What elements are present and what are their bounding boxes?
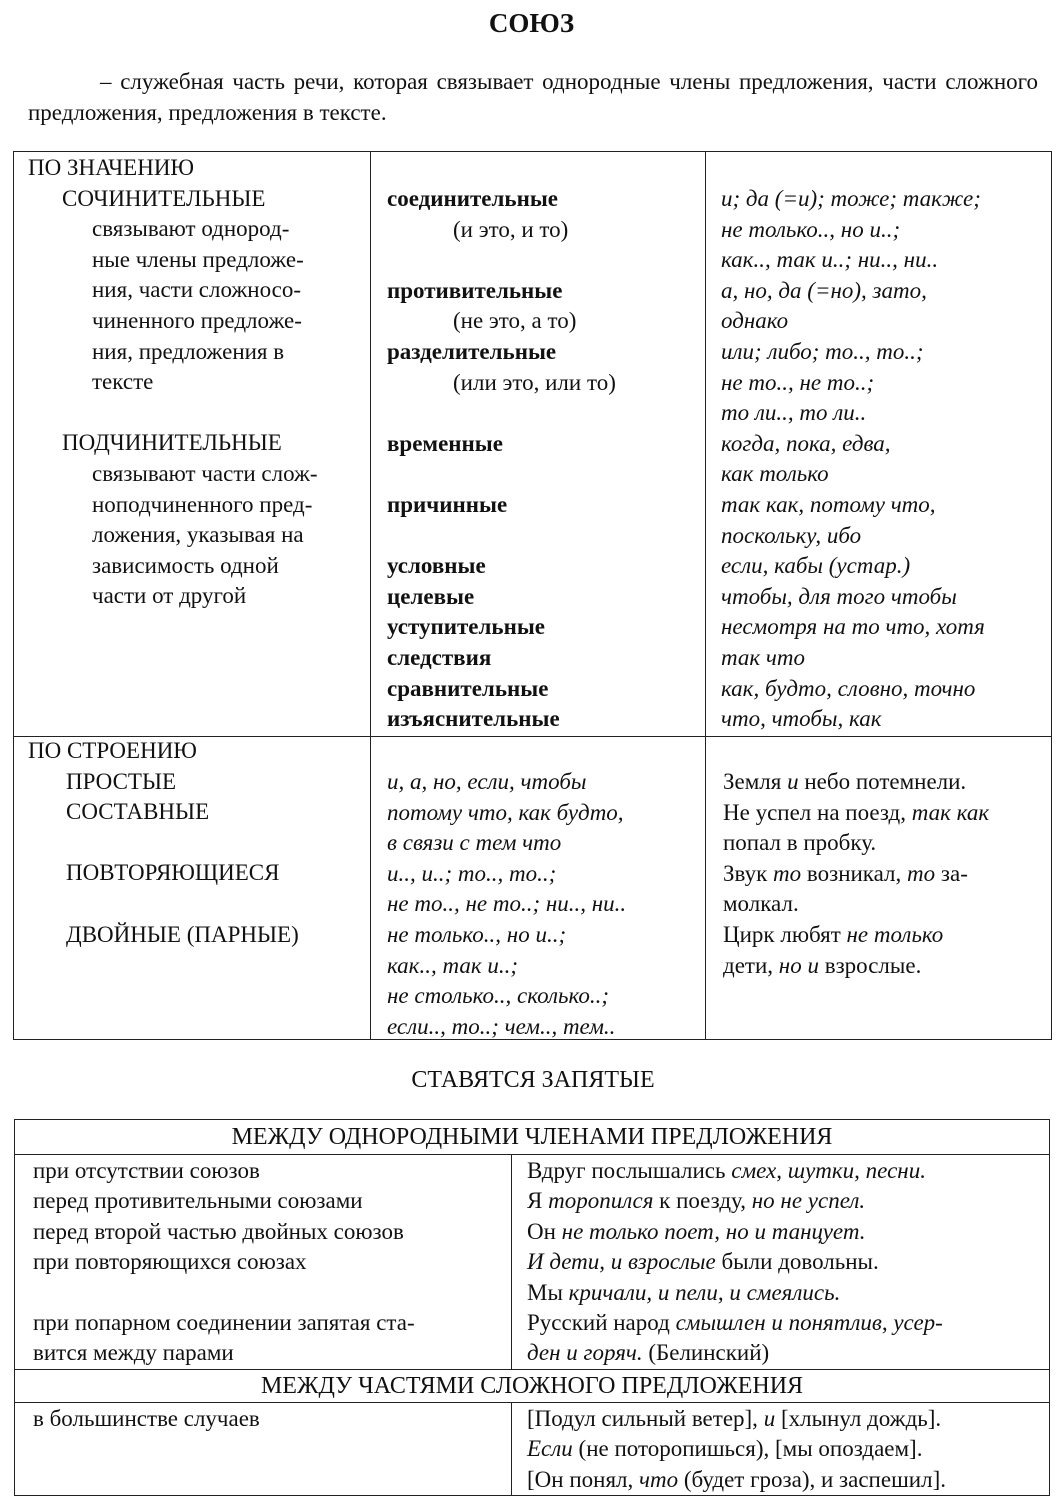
coordinating-title: СОЧИНИТЕЛЬНЫЕ [62, 185, 266, 211]
structure-simple: ПРОСТЫЕ [66, 768, 177, 794]
subordinating-desc-line: ложения, указывая на [92, 522, 304, 548]
structure-conj-line: не только.., но и..; [387, 921, 567, 947]
homogeneous-header: МЕЖДУ ОДНОРОДНЫМИ ЧЛЕНАМИ ПРЕДЛОЖЕНИЯ [231, 1124, 833, 1150]
example-sentence: [Подул сильный ветер], и [хлынул дождь]. [527, 1406, 942, 1431]
example-line: так что [721, 644, 805, 670]
rule-line: при попарном соединении запятая ста- [33, 1310, 415, 1336]
homogeneous-examples [527, 1156, 943, 1369]
structure-conj-line: потому что, как будто, [387, 799, 624, 825]
example-sentence: Мы кричали, и пели, и смеялись. [527, 1279, 841, 1305]
rule-line: вится между парами [33, 1340, 234, 1366]
example-line: чтобы, для того чтобы [721, 583, 957, 609]
definition-text: – служебная часть речи, которая связывает однородные члены предложения, части сложного предложения, предложения в тексте. [28, 69, 1038, 125]
subordinating-desc-line: ноподчиненного пред- [92, 491, 313, 517]
example-line: как только [721, 461, 829, 487]
row-divider [15, 1154, 1049, 1155]
type-connective: соединительные [387, 186, 558, 211]
type-concessive: уступительные [387, 614, 545, 640]
structure-conj-line: и, а, но, если, чтобы [387, 769, 587, 794]
structure-sentences [723, 767, 989, 981]
type-comparative: сравнительные [387, 675, 549, 701]
subordinating-desc-line: зависимость одной [92, 552, 279, 578]
example-sentence: Вдруг послышались смех, шутки, песни. [527, 1158, 926, 1183]
complex-rule: в большинстве случаев [33, 1406, 260, 1431]
coordinating-desc-line: ные члены предложе- [92, 246, 304, 272]
rule-line: перед противительными союзами [33, 1188, 363, 1214]
column-divider [370, 152, 371, 1039]
column-divider [705, 152, 706, 1039]
by-meaning-heading: ПО ЗНАЧЕНИЮ [28, 155, 195, 180]
sentence-line: попал в пробку. [723, 830, 877, 856]
complex-header: МЕЖДУ ЧАСТЯМИ СЛОЖНОГО ПРЕДЛОЖЕНИЯ [260, 1373, 804, 1399]
example-line: не только.., но и..; [721, 216, 901, 242]
example-line: что, чтобы, как [721, 706, 882, 732]
example-line: как.., так и..; ни.., ни.. [721, 247, 939, 273]
rule-line: перед второй частью двойных союзов [33, 1218, 404, 1244]
type-consequence: следствия [387, 644, 492, 670]
homogeneous-rules [33, 1156, 415, 1369]
rule-line: при отсутствии союзов [33, 1158, 260, 1183]
structure-conj-line: как.., так и..; [387, 952, 519, 978]
row-divider [15, 1369, 1049, 1370]
row-divider [15, 1402, 1049, 1403]
sentence-line: Звук то возникал, то за- [723, 860, 968, 886]
example-line: и; да (=и); тоже; также; [721, 186, 981, 211]
structure-conj-line: и.., и..; то.., то..; [387, 860, 557, 886]
example-line: как, будто, словно, точно [721, 675, 976, 701]
structure-conj-line: если.., то..; чем.., тем.. [387, 1013, 616, 1039]
sentence-line: Цирк любят не только [723, 921, 944, 947]
sentence-line: Земля и небо потемнели. [723, 769, 967, 794]
type-conditional: условные [387, 553, 486, 579]
structure-conj-line: в связи с тем что [387, 830, 562, 856]
example-line: когда, пока, едва, [721, 430, 891, 456]
coordinating-desc-line: ния, части сложносо- [92, 277, 302, 303]
type-explanatory: изъяснительные [387, 706, 560, 732]
example-line: то ли.., то ли.. [721, 400, 867, 426]
example-line: так как, потому что, [721, 491, 936, 517]
example-sentence: Если (не поторопишься), [мы опоздаем]. [527, 1436, 923, 1462]
column-divider [511, 1402, 512, 1495]
subordinating-desc-line: части от другой [92, 583, 247, 609]
type-note: (не это, а то) [453, 308, 577, 334]
example-line: поскольку, ибо [721, 522, 862, 548]
classification-table [13, 151, 1052, 1040]
coordinating-desc-line: связывают однород- [92, 216, 290, 242]
type-causal: причинные [387, 491, 508, 517]
comma-rules-table [14, 1119, 1050, 1496]
example-sentence: Он не только поет, но и танцует. [527, 1218, 866, 1244]
structure-conjunctions [387, 767, 626, 1042]
sentence-line: молкал. [723, 891, 799, 917]
example-sentence: Русский народ смышлен и понятлив, усер- [527, 1310, 943, 1336]
subordinating-desc-line: связывают части слож- [92, 460, 318, 486]
type-purpose: целевые [387, 583, 475, 609]
example-sentence: [Он понял, что (будет гроза), и заспешил]. [527, 1466, 946, 1492]
example-line: однако [721, 308, 789, 334]
coordinating-desc-line: ния, предложения в [92, 338, 285, 364]
example-line: если, кабы (устар.) [721, 553, 911, 579]
structure-classes [28, 736, 299, 950]
coordinating-desc-line: тексте [92, 369, 154, 395]
example-line: или; либо; то.., то..; [721, 338, 924, 364]
type-temporal: временные [387, 430, 503, 456]
structure-double: ДВОЙНЫЕ (ПАРНЫЕ) [66, 921, 299, 947]
example-line: а, но, да (=но), зато, [721, 277, 927, 303]
example-line: не то.., не то..; [721, 369, 875, 395]
type-adversative: противительные [387, 277, 563, 303]
rule-line: при повторяющихся союзах [33, 1249, 307, 1275]
type-note: (и это, и то) [453, 216, 569, 242]
structure-conj-line: не столько.., сколько..; [387, 983, 610, 1009]
type-note: (или это, или то) [453, 369, 616, 395]
column-divider [511, 1154, 512, 1369]
example-sentence: ден и горяч. (Белинский) [527, 1340, 770, 1366]
structure-conj-line: не то.., не то..; ни.., ни.. [387, 891, 627, 917]
example-sentence: И дети, и взрослые были довольны. [527, 1249, 879, 1275]
structure-repeating: ПОВТОРЯЮЩИЕСЯ [66, 860, 280, 886]
example-sentence: Я торопился к поезду, но не успел. [527, 1188, 866, 1214]
commas-title: СТАВЯТСЯ ЗАПЯТЫЕ [411, 1067, 655, 1093]
structure-compound: СОСТАВНЫЕ [66, 799, 210, 825]
page-title: СОЮЗ [488, 8, 575, 38]
sentence-line: дети, но и взрослые. [723, 952, 922, 978]
meaning-classes [28, 153, 318, 612]
by-structure-heading: ПО СТРОЕНИЮ [28, 738, 197, 763]
coordinating-desc-line: чиненного предложе- [92, 307, 302, 333]
conjunction-types [387, 184, 616, 735]
sentence-line: Не успел на поезд, так как [723, 799, 990, 825]
example-line: несмотря на то что, хотя [721, 614, 985, 640]
subordinating-title: ПОДЧИНИТЕЛЬНЫЕ [62, 430, 282, 456]
conjunction-examples [721, 184, 985, 735]
complex-examples [527, 1404, 946, 1495]
type-disjunctive: разделительные [387, 338, 557, 364]
